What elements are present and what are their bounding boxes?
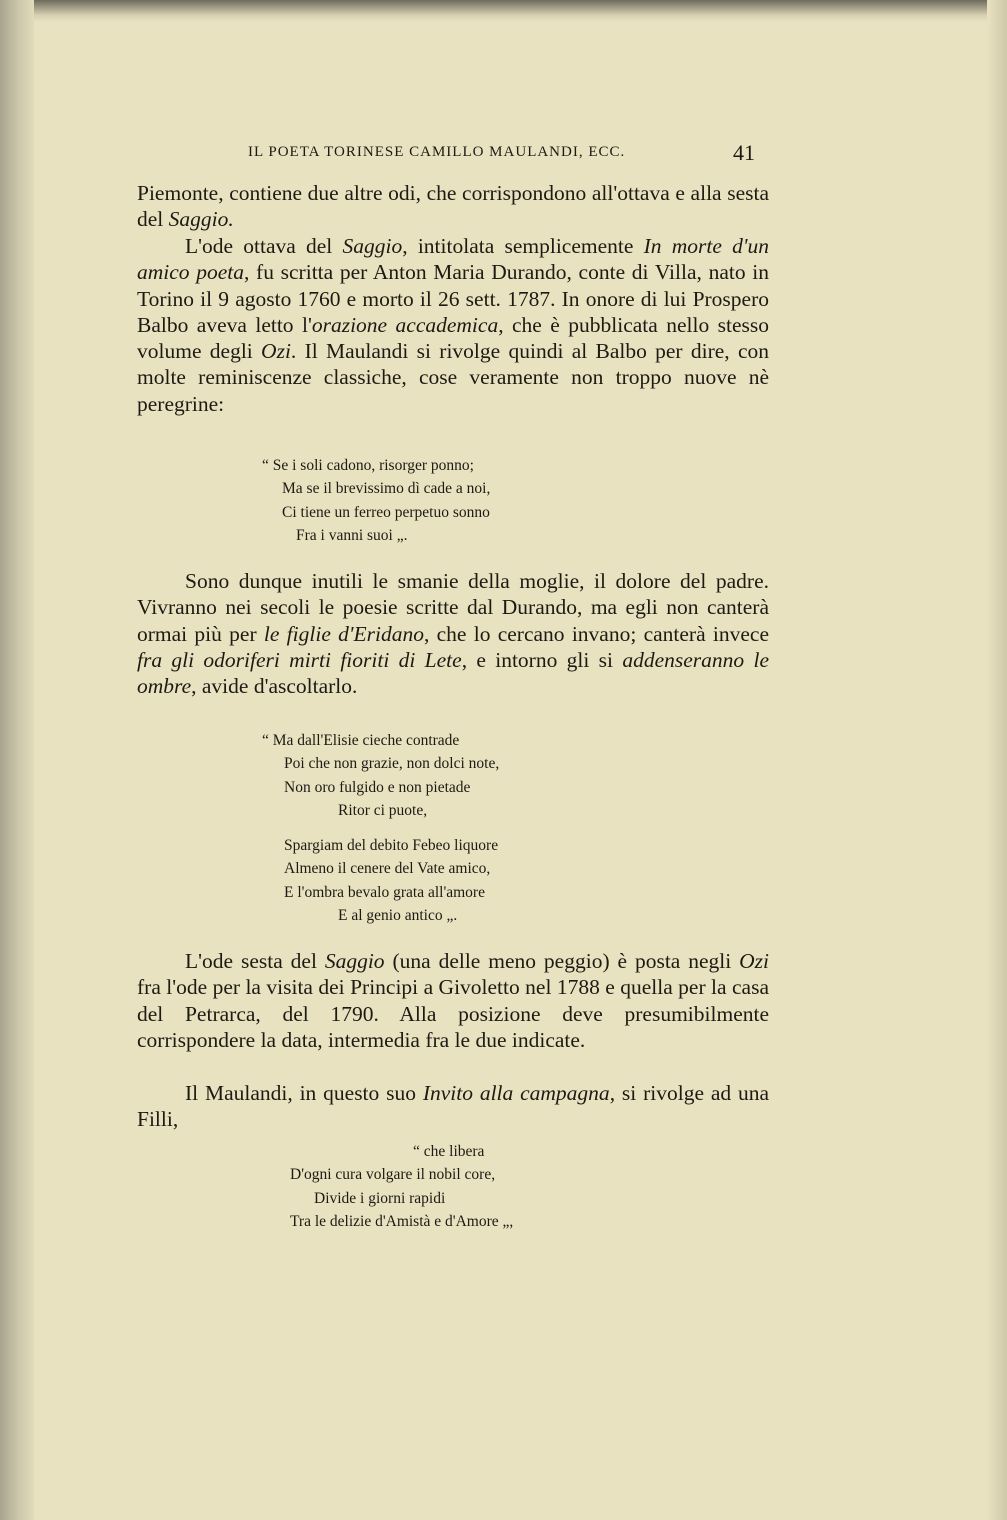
verse: Tra le delizie d'Amistà e d'Amore „, <box>290 1212 514 1230</box>
text: , intitolata semplicemente <box>402 234 644 258</box>
italic-text: Ozi <box>739 949 770 973</box>
verse: Non oro fulgido e non pietade <box>284 778 471 796</box>
italic-text: orazione accademica <box>311 312 499 337</box>
paragraph-2 <box>137 233 769 417</box>
verse: “ Ma dall'Elisie cieche contrade <box>262 732 460 749</box>
verse: Fra i vanni suoi „. <box>296 526 408 544</box>
text: L'ode sesta del <box>185 949 325 973</box>
verse: Divide i giorni rapidi <box>314 1189 446 1207</box>
italic-text: Ozi <box>261 339 291 364</box>
text: (una delle meno peggio) è posta negli <box>384 949 740 973</box>
text: Piemonte, contiene due altre odi, che corrispondono all'ottava e alla sesta del <box>137 181 769 232</box>
verse: Poi che non grazie, non dolci note, <box>284 755 500 773</box>
verse: D'ogni cura volgare il nobil core, <box>290 1166 496 1184</box>
verse: Almeno il cenere del Vate amico, <box>284 860 491 878</box>
text: , si rivolge ad una Filli, <box>137 1081 769 1132</box>
italic-text: Saggio <box>324 949 385 973</box>
italic-text: addenseranno le ombre <box>137 647 769 699</box>
text: , avide d'ascoltarlo. <box>191 674 358 699</box>
running-title: IL POETA TORINESE CAMILLO MAULANDI, ECC. <box>248 144 626 160</box>
italic-text: Saggio. <box>168 207 234 232</box>
poem-quote-3 <box>290 1140 513 1233</box>
text: . Il Maulandi si rivolge quindi al Balbo per dire, con molte reminiscenze classiche, cose veramente non troppo nuove nè peregrine: <box>137 339 769 416</box>
page-binding-edge <box>0 0 34 1520</box>
poem-quote-1 <box>262 454 490 547</box>
verse: Ma se il brevissimo dì cade a noi, <box>282 480 491 498</box>
verse: Ritor ci puote, <box>338 801 428 819</box>
paragraph-1 <box>137 180 769 233</box>
italic-text: In morte d'un amico poeta <box>137 234 769 285</box>
text: , che lo cercano invano; canterà invece <box>423 621 769 646</box>
text: , e intorno gli si <box>461 647 623 672</box>
verse: Ci tiene un ferreo perpetuo sonno <box>282 503 490 521</box>
verse: “ che libera <box>413 1143 485 1160</box>
verse: E l'ombra bevalo grata all'amore <box>284 883 485 901</box>
italic-text: le figlie d'Eridano <box>263 621 424 646</box>
text: fra l'ode per la visita dei Principi a Givoletto nel 1788 e quella per la casa del Petrarca, del 1790. Alla posizione deve presumibilmente corrispondere la data, intermedia fra le due indicate. <box>137 975 769 1052</box>
paragraph-5 <box>137 1080 769 1133</box>
text: Il Maulandi, in questo suo <box>185 1081 423 1105</box>
paragraph-3 <box>137 568 769 699</box>
italic-text: Saggio <box>342 234 403 258</box>
verse: E al genio antico „. <box>338 907 458 925</box>
verse: Spargiam del debito Febeo liquore <box>284 837 499 855</box>
page-number: 41 <box>733 140 755 165</box>
poem-quote-2 <box>262 729 499 927</box>
paragraph-4 <box>137 948 769 1053</box>
text: , che è pubblicata nello stesso volume degli <box>137 312 770 364</box>
page-top-edge <box>0 0 1007 22</box>
page-right-edge <box>987 0 1007 1520</box>
text: , fu scritta per Anton Maria Durando, conte di Villa, nato in Torino il 9 agosto 1760 e morto il 26 sett. 1787. In onore di lui Prospero Balbo aveva letto l' <box>137 260 769 337</box>
text: Sono dunque inutili le smanie della moglie, il dolore del padre. Vivranno nei secoli le poesie scritte dal Durando, ma egli non canterà ormai più per <box>137 569 769 646</box>
text: L'ode ottava del <box>185 234 343 258</box>
verse: “ Se i soli cadono, risorger ponno; <box>262 457 474 474</box>
italic-text: fra gli odoriferi mirti fioriti di Lete <box>137 647 462 672</box>
italic-text: Invito alla campagna <box>422 1081 610 1105</box>
